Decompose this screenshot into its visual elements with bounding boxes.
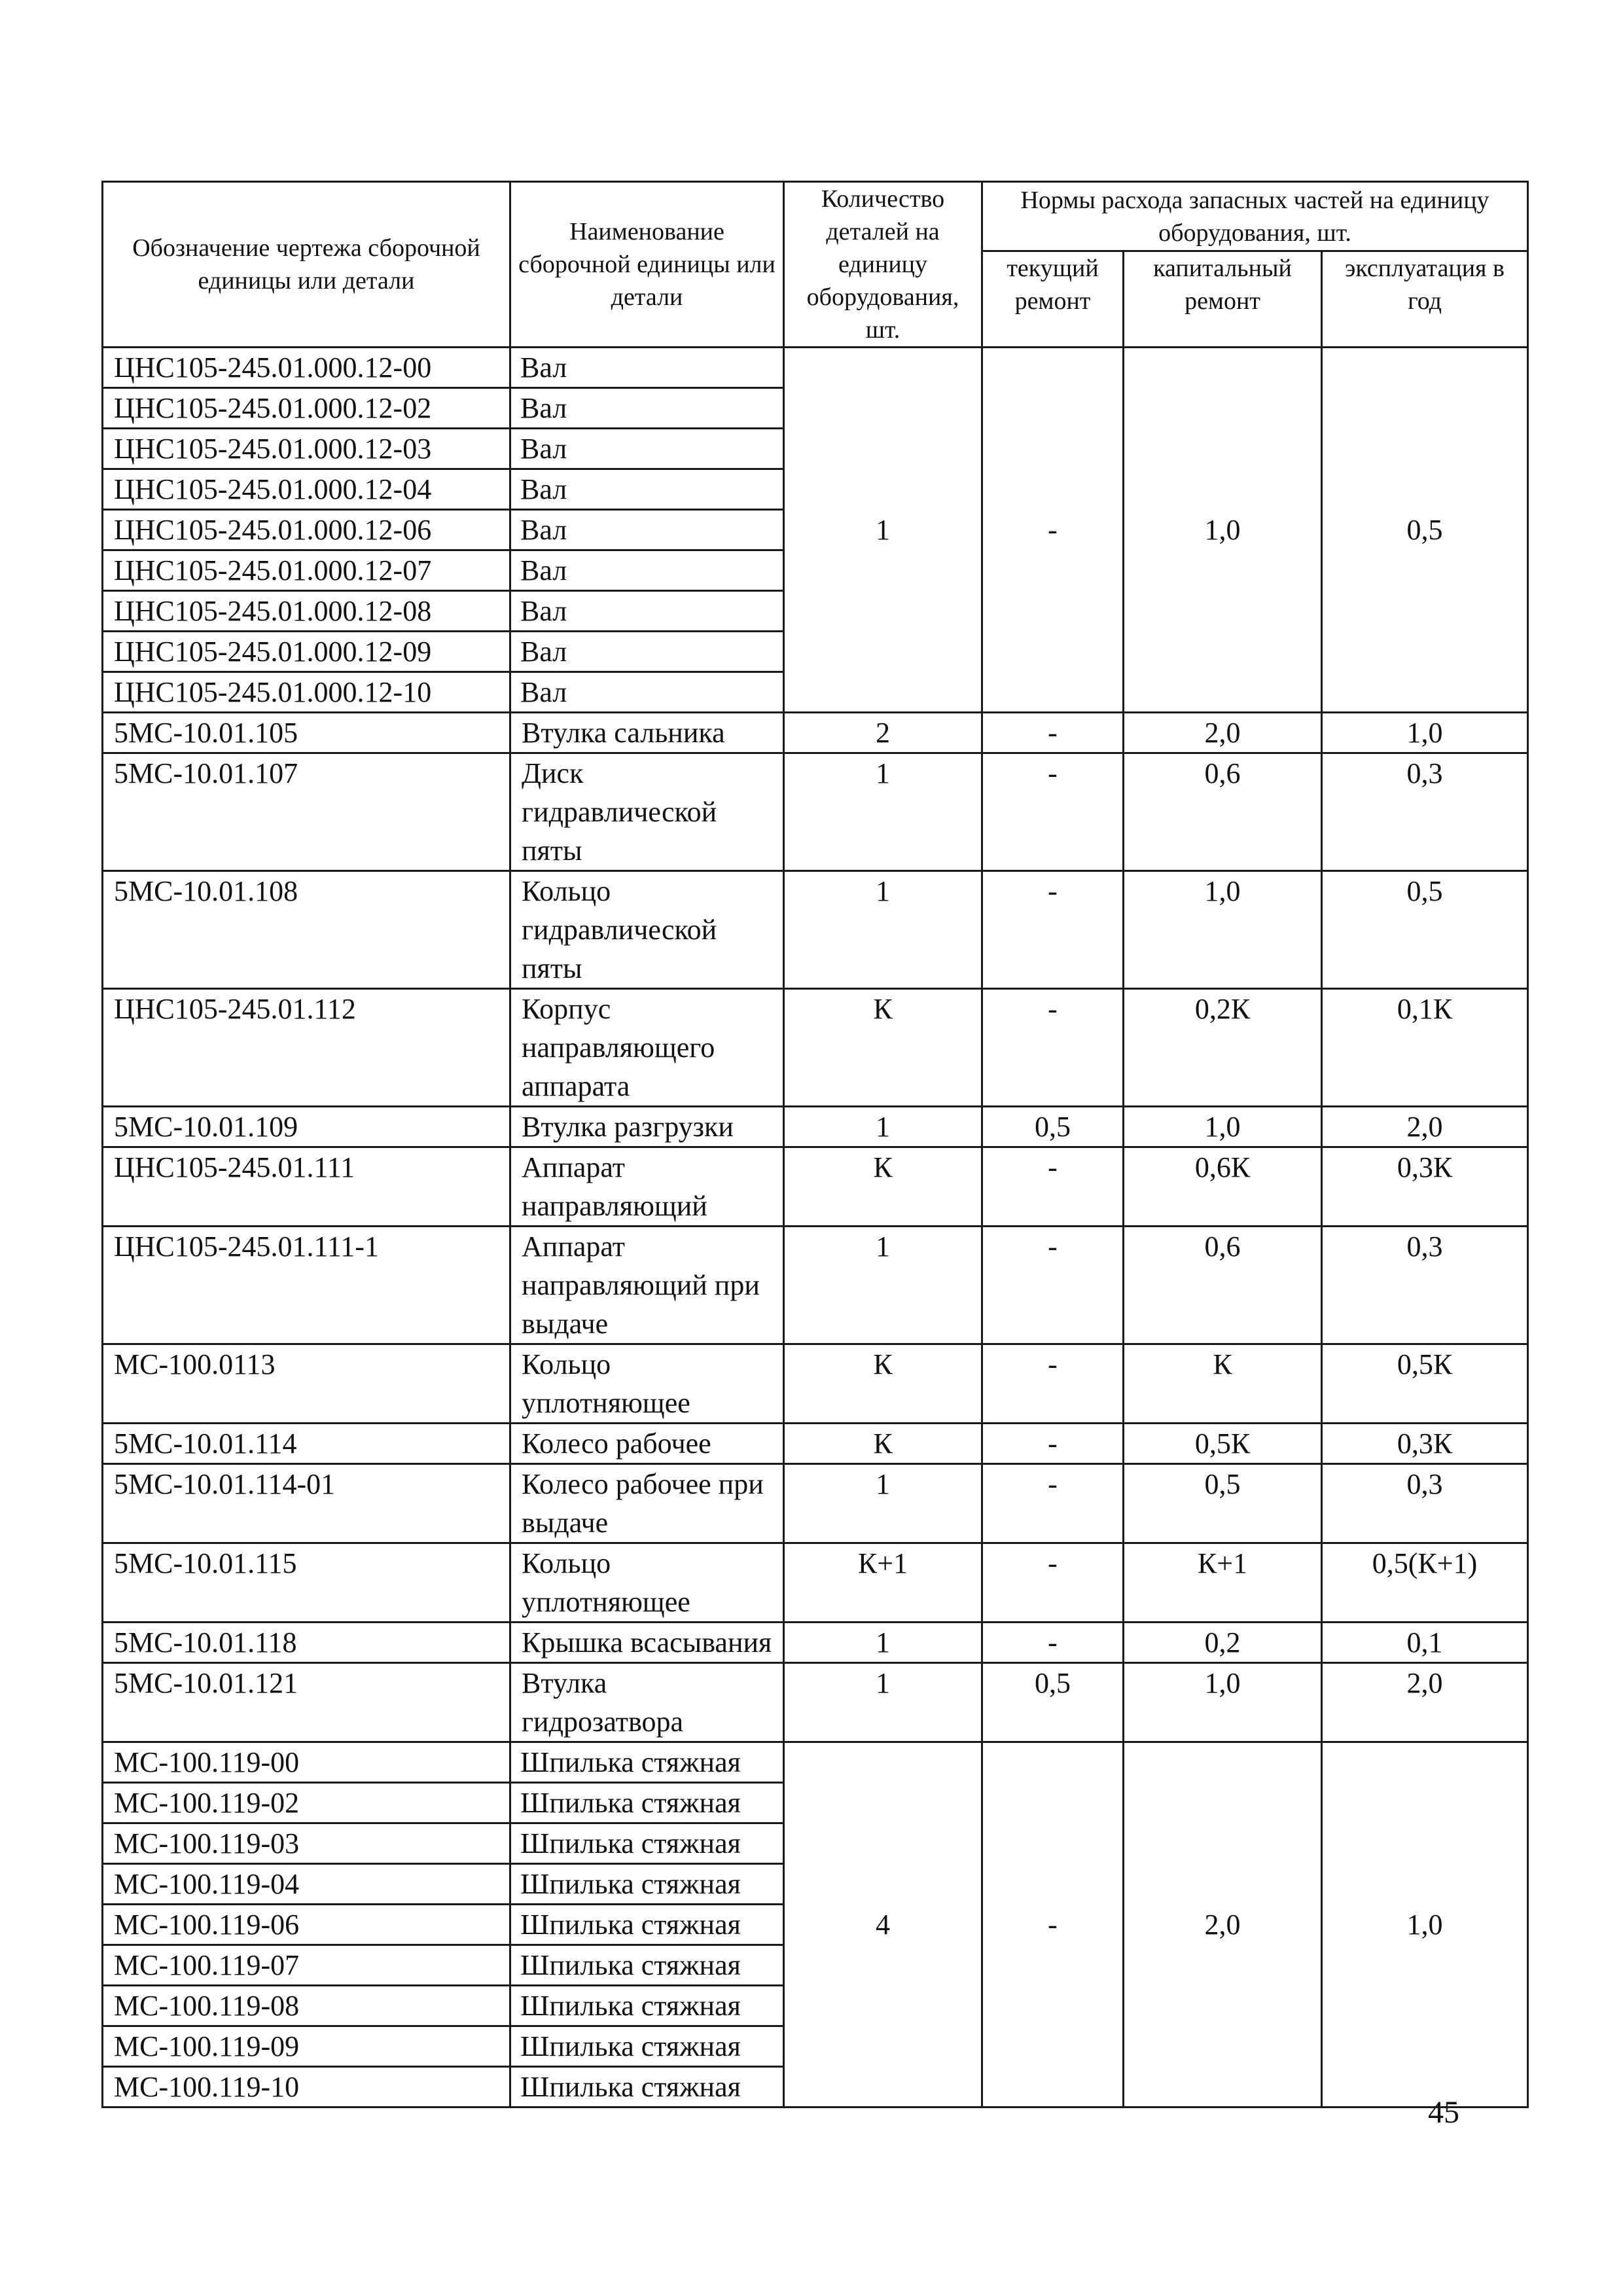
part-code: ЦНС105-245.01.000.12-02 <box>103 388 510 429</box>
capital-repair-norm: 2,0 <box>1124 713 1322 753</box>
table-row <box>103 1344 1528 1424</box>
quantity: К <box>784 989 982 1107</box>
part-code: ЦНС105-245.01.000.12-00 <box>103 348 510 388</box>
header-capital-repair: капитальный ремонт <box>1124 251 1322 348</box>
current-repair-norm: - <box>982 713 1124 753</box>
part-code: 5МС-10.01.107 <box>103 753 510 871</box>
part-name: Кольцо гидравлической пяты <box>510 871 784 989</box>
part-name: Вал <box>510 510 784 550</box>
part-code: 5МС-10.01.105 <box>103 713 510 753</box>
part-name: Шпилька стяжная <box>510 1823 784 1864</box>
operation-norm: 0,5 <box>1322 871 1528 989</box>
page-number: 45 <box>1428 2095 1459 2130</box>
current-repair-norm: - <box>982 1623 1124 1663</box>
current-repair-norm: - <box>982 348 1124 713</box>
part-code: 5МС-10.01.118 <box>103 1623 510 1663</box>
part-name: Колесо рабочее при выдаче <box>510 1464 784 1543</box>
part-code: МС-100.119-00 <box>103 1742 510 1783</box>
part-code: МС-100.119-04 <box>103 1864 510 1905</box>
part-code: МС-100.119-06 <box>103 1905 510 1945</box>
table-row <box>103 1742 1528 1783</box>
header-name: Наименование сборочной единицы или детали <box>510 182 784 348</box>
part-name: Втулка разгрузки <box>510 1107 784 1147</box>
part-name: Шпилька стяжная <box>510 1742 784 1783</box>
current-repair-norm: - <box>982 989 1124 1107</box>
part-code: ЦНС105-245.01.000.12-04 <box>103 469 510 510</box>
capital-repair-norm: 0,2К <box>1124 989 1322 1107</box>
part-name: Вал <box>510 672 784 713</box>
quantity: 2 <box>784 713 982 753</box>
part-name: Диск гидравлической пяты <box>510 753 784 871</box>
quantity: 1 <box>784 1623 982 1663</box>
table-body <box>103 348 1528 2108</box>
capital-repair-norm: К <box>1124 1344 1322 1424</box>
part-code: МС-100.119-08 <box>103 1986 510 2026</box>
current-repair-norm: - <box>982 1147 1124 1227</box>
part-code: МС-100.119-09 <box>103 2026 510 2067</box>
part-name: Вал <box>510 469 784 510</box>
part-code: ЦНС105-245.01.000.12-07 <box>103 550 510 591</box>
current-repair-norm: - <box>982 1464 1124 1543</box>
quantity: 1 <box>784 1107 982 1147</box>
operation-norm: 0,1 <box>1322 1623 1528 1663</box>
part-name: Втулка сальника <box>510 713 784 753</box>
capital-repair-norm: 1,0 <box>1124 871 1322 989</box>
table-row <box>103 1147 1528 1227</box>
part-name: Шпилька стяжная <box>510 1905 784 1945</box>
header-current-repair: текущий ремонт <box>982 251 1124 348</box>
part-code: МС-100.119-07 <box>103 1945 510 1986</box>
table-row <box>103 753 1528 871</box>
operation-norm: 0,1К <box>1322 989 1528 1107</box>
part-code: 5МС-10.01.115 <box>103 1543 510 1623</box>
part-name: Вал <box>510 632 784 672</box>
current-repair-norm: - <box>982 1344 1124 1424</box>
quantity: К <box>784 1147 982 1227</box>
operation-norm: 0,5К <box>1322 1344 1528 1424</box>
part-name: Шпилька стяжная <box>510 2067 784 2108</box>
table-row <box>103 1107 1528 1147</box>
part-name: Кольцо уплотняющее <box>510 1344 784 1424</box>
operation-norm: 1,0 <box>1322 1742 1528 2108</box>
part-code: ЦНС105-245.01.000.12-09 <box>103 632 510 672</box>
table-row <box>103 1464 1528 1543</box>
capital-repair-norm: 0,6 <box>1124 1227 1322 1344</box>
part-code: МС-100.119-02 <box>103 1783 510 1823</box>
part-code: ЦНС105-245.01.000.12-08 <box>103 591 510 632</box>
part-code: 5МС-10.01.109 <box>103 1107 510 1147</box>
header-operation: эксплуатация в год <box>1322 251 1528 348</box>
part-name: Шпилька стяжная <box>510 1864 784 1905</box>
current-repair-norm: - <box>982 1227 1124 1344</box>
current-repair-norm: - <box>982 753 1124 871</box>
part-code: 5МС-10.01.114-01 <box>103 1464 510 1543</box>
quantity: 1 <box>784 348 982 713</box>
part-name: Аппарат направляющий <box>510 1147 784 1227</box>
table-row <box>103 1623 1528 1663</box>
part-code: ЦНС105-245.01.000.12-03 <box>103 429 510 469</box>
part-name: Вал <box>510 429 784 469</box>
capital-repair-norm: 0,6К <box>1124 1147 1322 1227</box>
part-name: Корпус направляющего аппарата <box>510 989 784 1107</box>
part-name: Шпилька стяжная <box>510 2026 784 2067</box>
operation-norm: 0,5(К+1) <box>1322 1543 1528 1623</box>
part-code: 5МС-10.01.114 <box>103 1424 510 1464</box>
current-repair-norm: - <box>982 1742 1124 2108</box>
part-code: МС-100.0113 <box>103 1344 510 1424</box>
operation-norm: 0,5 <box>1322 348 1528 713</box>
header-qty: Количество деталей на единицу оборудования, шт. <box>784 182 982 348</box>
part-name: Вал <box>510 388 784 429</box>
part-code: 5МС-10.01.121 <box>103 1663 510 1742</box>
quantity: 1 <box>784 753 982 871</box>
part-name: Шпилька стяжная <box>510 1783 784 1823</box>
capital-repair-norm: 0,2 <box>1124 1623 1322 1663</box>
part-code: ЦНС105-245.01.112 <box>103 989 510 1107</box>
table-row <box>103 348 1528 388</box>
quantity: К <box>784 1344 982 1424</box>
operation-norm: 0,3К <box>1322 1424 1528 1464</box>
header-norms: Нормы расхода запасных частей на единицу оборудования, шт. <box>982 182 1528 251</box>
current-repair-norm: 0,5 <box>982 1663 1124 1742</box>
capital-repair-norm: 2,0 <box>1124 1742 1322 2108</box>
part-name: Вал <box>510 591 784 632</box>
quantity: К <box>784 1424 982 1464</box>
part-name: Аппарат направляющий при выдаче <box>510 1227 784 1344</box>
spare-parts-table <box>101 181 1529 2108</box>
quantity: 1 <box>784 1464 982 1543</box>
part-name: Крышка всасывания <box>510 1623 784 1663</box>
part-name: Вал <box>510 348 784 388</box>
table-row <box>103 1543 1528 1623</box>
current-repair-norm: 0,5 <box>982 1107 1124 1147</box>
table-row <box>103 1227 1528 1344</box>
operation-norm: 0,3 <box>1322 753 1528 871</box>
capital-repair-norm: 0,5К <box>1124 1424 1322 1464</box>
current-repair-norm: - <box>982 1424 1124 1464</box>
table-row <box>103 871 1528 989</box>
operation-norm: 1,0 <box>1322 713 1528 753</box>
capital-repair-norm: 1,0 <box>1124 1107 1322 1147</box>
operation-norm: 2,0 <box>1322 1663 1528 1742</box>
part-code: ЦНС105-245.01.111-1 <box>103 1227 510 1344</box>
header-code: Обозначение чертежа сборочной единицы или детали <box>103 182 510 348</box>
capital-repair-norm: 1,0 <box>1124 1663 1322 1742</box>
quantity: 1 <box>784 1227 982 1344</box>
quantity: 1 <box>784 871 982 989</box>
part-code: МС-100.119-03 <box>103 1823 510 1864</box>
quantity: 4 <box>784 1742 982 2108</box>
capital-repair-norm: 0,5 <box>1124 1464 1322 1543</box>
table-row <box>103 713 1528 753</box>
operation-norm: 0,3 <box>1322 1227 1528 1344</box>
part-name: Втулка гидрозатвора <box>510 1663 784 1742</box>
table-row <box>103 1424 1528 1464</box>
capital-repair-norm: 0,6 <box>1124 753 1322 871</box>
part-code: 5МС-10.01.108 <box>103 871 510 989</box>
part-name: Шпилька стяжная <box>510 1945 784 1986</box>
part-name: Вал <box>510 550 784 591</box>
quantity: 1 <box>784 1663 982 1742</box>
operation-norm: 2,0 <box>1322 1107 1528 1147</box>
part-name: Шпилька стяжная <box>510 1986 784 2026</box>
part-code: ЦНС105-245.01.000.12-10 <box>103 672 510 713</box>
current-repair-norm: - <box>982 1543 1124 1623</box>
operation-norm: 0,3К <box>1322 1147 1528 1227</box>
current-repair-norm: - <box>982 871 1124 989</box>
quantity: К+1 <box>784 1543 982 1623</box>
part-code: ЦНС105-245.01.111 <box>103 1147 510 1227</box>
capital-repair-norm: 1,0 <box>1124 348 1322 713</box>
capital-repair-norm: К+1 <box>1124 1543 1322 1623</box>
operation-norm: 0,3 <box>1322 1464 1528 1543</box>
part-code: МС-100.119-10 <box>103 2067 510 2108</box>
table-row <box>103 1663 1528 1742</box>
part-code: ЦНС105-245.01.000.12-06 <box>103 510 510 550</box>
part-name: Кольцо уплотняющее <box>510 1543 784 1623</box>
table-row <box>103 989 1528 1107</box>
part-name: Колесо рабочее <box>510 1424 784 1464</box>
